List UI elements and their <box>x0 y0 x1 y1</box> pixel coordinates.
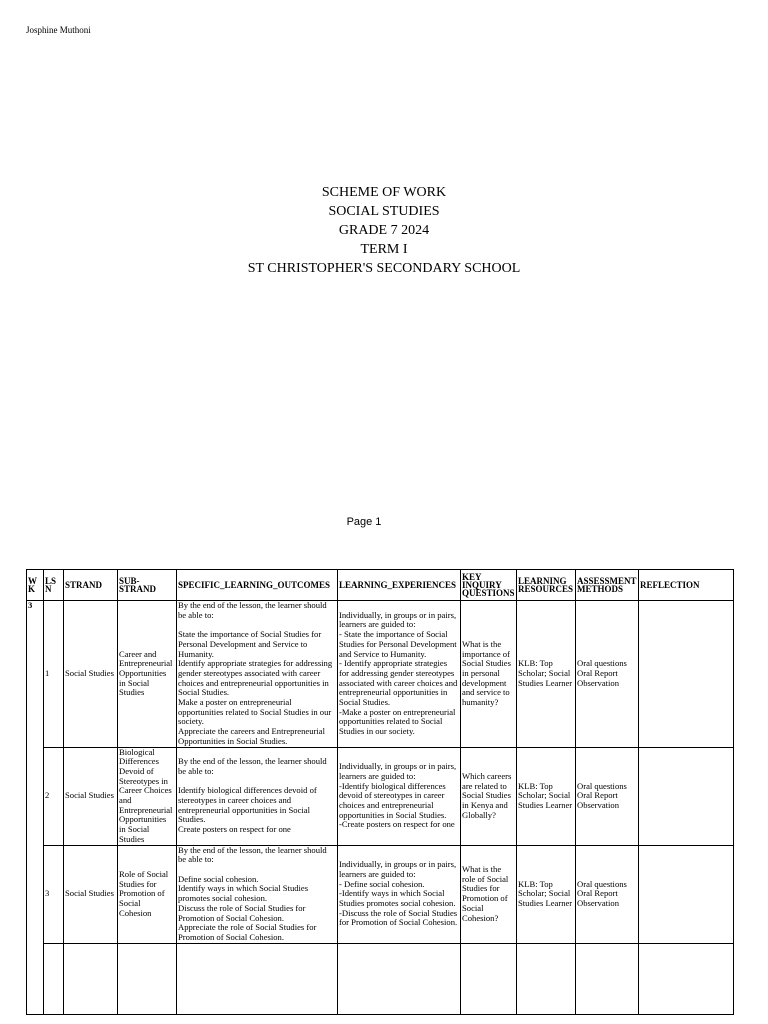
title-line: SCHEME OF WORK <box>321 185 447 200</box>
reflection-cell <box>639 601 734 748</box>
table-row <box>27 845 734 943</box>
sub-strand-cell: Biological Differences Devoid of Stereotypes in Career Choices and Entrepreneurial Opportunities in Social Studies <box>118 747 177 845</box>
header-assessment: ASSESSMENT METHODS <box>576 570 639 601</box>
resources-cell: KLB: Top Scholar; Social Studies Learner <box>517 601 576 748</box>
week-cell: 3 <box>27 601 44 1015</box>
header-wk: WK <box>27 570 44 601</box>
sub-strand-cell: Role of Social Studies for Promotion of Social Cohesion <box>118 845 177 943</box>
lsn-cell: 2 <box>44 747 64 845</box>
table-row <box>27 601 734 748</box>
resources-cell: KLB: Top Scholar; Social Studies Learner <box>517 747 576 845</box>
header-outcomes: SPECIFIC_LEARNING_OUTCOMES <box>177 570 338 601</box>
empty-cell <box>461 943 517 1014</box>
empty-cell <box>177 943 338 1014</box>
header-resources: LEARNING RESOURCES <box>517 570 576 601</box>
header-lsn: LSN <box>44 570 64 601</box>
empty-cell <box>118 943 177 1014</box>
header-sub-strand: SUB-STRAND <box>118 570 177 601</box>
title-line: SOCIAL STUDIES <box>328 204 440 219</box>
reflection-cell <box>639 845 734 943</box>
outcomes-cell: By the end of the lesson, the learner should be able to: Define social cohesion. Identify ways in which Social Studies promotes social cohesion. Discuss the role of Social Studies for Promotion of Social Cohesion. Appreciate the role of Social Studies for Promotion of Social Cohesion. <box>177 845 338 943</box>
empty-cell <box>64 943 118 1014</box>
outcomes-cell: By the end of the lesson, the learner should be able to: State the importance of Social Studies for Personal Development and Service to Humanity. Identify appropriate strategies for addressing gender stereotypes associated with career choices and entrepreneurial opportunities in Social Studies. Make a poster on entrepreneurial opportunities related to Social Studies in our society. Appreciate the careers and Entrepreneurial Opportunities in Social Studies. <box>177 601 338 748</box>
title-line: ST CHRISTOPHER'S SECONDARY SCHOOL <box>247 261 521 276</box>
header-reflection: REFLECTION <box>639 570 734 601</box>
empty-cell <box>576 943 639 1014</box>
lsn-cell: 3 <box>44 845 64 943</box>
scheme-of-work-table <box>26 569 734 1015</box>
empty-cell <box>44 943 64 1014</box>
questions-cell: What is the importance of Social Studies in personal development and service to humanity? <box>461 601 517 748</box>
title-line: GRADE 7 2024 <box>338 223 430 238</box>
lsn-cell: 1 <box>44 601 64 748</box>
assessment-cell: Oral questions Oral Report Observation <box>576 845 639 943</box>
page-number: Page 1 <box>346 516 382 528</box>
reflection-cell <box>639 747 734 845</box>
header-questions: KEY INQUIRY QUESTIONS <box>461 570 517 601</box>
resources-cell: KLB: Top Scholar; Social Studies Learner <box>517 845 576 943</box>
table-header-row <box>27 570 734 601</box>
author-name: Josphine Muthoni <box>26 25 91 35</box>
experiences-cell: Individually, in groups or in pairs, learners are guided to: - State the importance of Social Studies for Personal Development and Service to Humanity. - Identify appropriate strategies for addressing gender stereotypes associated with career choices and entrepreneurial opportunities in Social Studies. -Make a poster on entrepreneurial opportunities related to Social Studies in our society. <box>338 601 461 748</box>
empty-cell <box>639 943 734 1014</box>
strand-cell: Social Studies <box>64 747 118 845</box>
document-title <box>0 183 768 278</box>
outcomes-cell: By the end of the lesson, the learner should be able to: Identify biological differences devoid of stereotypes in career choices and entrepreneurial opportunities in Social Studies. Create posters on respect for one <box>177 747 338 845</box>
questions-cell: What is the role of Social Studies for Promotion of Social Cohesion? <box>461 845 517 943</box>
strand-cell: Social Studies <box>64 845 118 943</box>
table-row-empty <box>27 943 734 1014</box>
questions-cell: Which careers are related to Social Studies in Kenya and Globally? <box>461 747 517 845</box>
empty-cell <box>338 943 461 1014</box>
assessment-cell: Oral questions Oral Report Observation <box>576 747 639 845</box>
sub-strand-cell: Career and Entrepreneurial Opportunities in Social Studies <box>118 601 177 748</box>
strand-cell: Social Studies <box>64 601 118 748</box>
header-strand: STRAND <box>64 570 118 601</box>
assessment-cell: Oral questions Oral Report Observation <box>576 601 639 748</box>
experiences-cell: Individually, in groups or in pairs, learners are guided to: - Define social cohesion. -Identify ways in which Social Studies promotes social cohesion. -Discuss the role of Social Studies for Promotion of Social Cohesion. <box>338 845 461 943</box>
header-experiences: LEARNING_EXPERIENCES <box>338 570 461 601</box>
title-line: TERM I <box>360 242 408 257</box>
experiences-cell: Individually, in groups or in pairs, learners are guided to: -Identify biological differences devoid of stereotypes in career choices and entrepreneurial opportunities in Social Studies. -Create posters on respect for one <box>338 747 461 845</box>
table-row <box>27 747 734 845</box>
empty-cell <box>517 943 576 1014</box>
